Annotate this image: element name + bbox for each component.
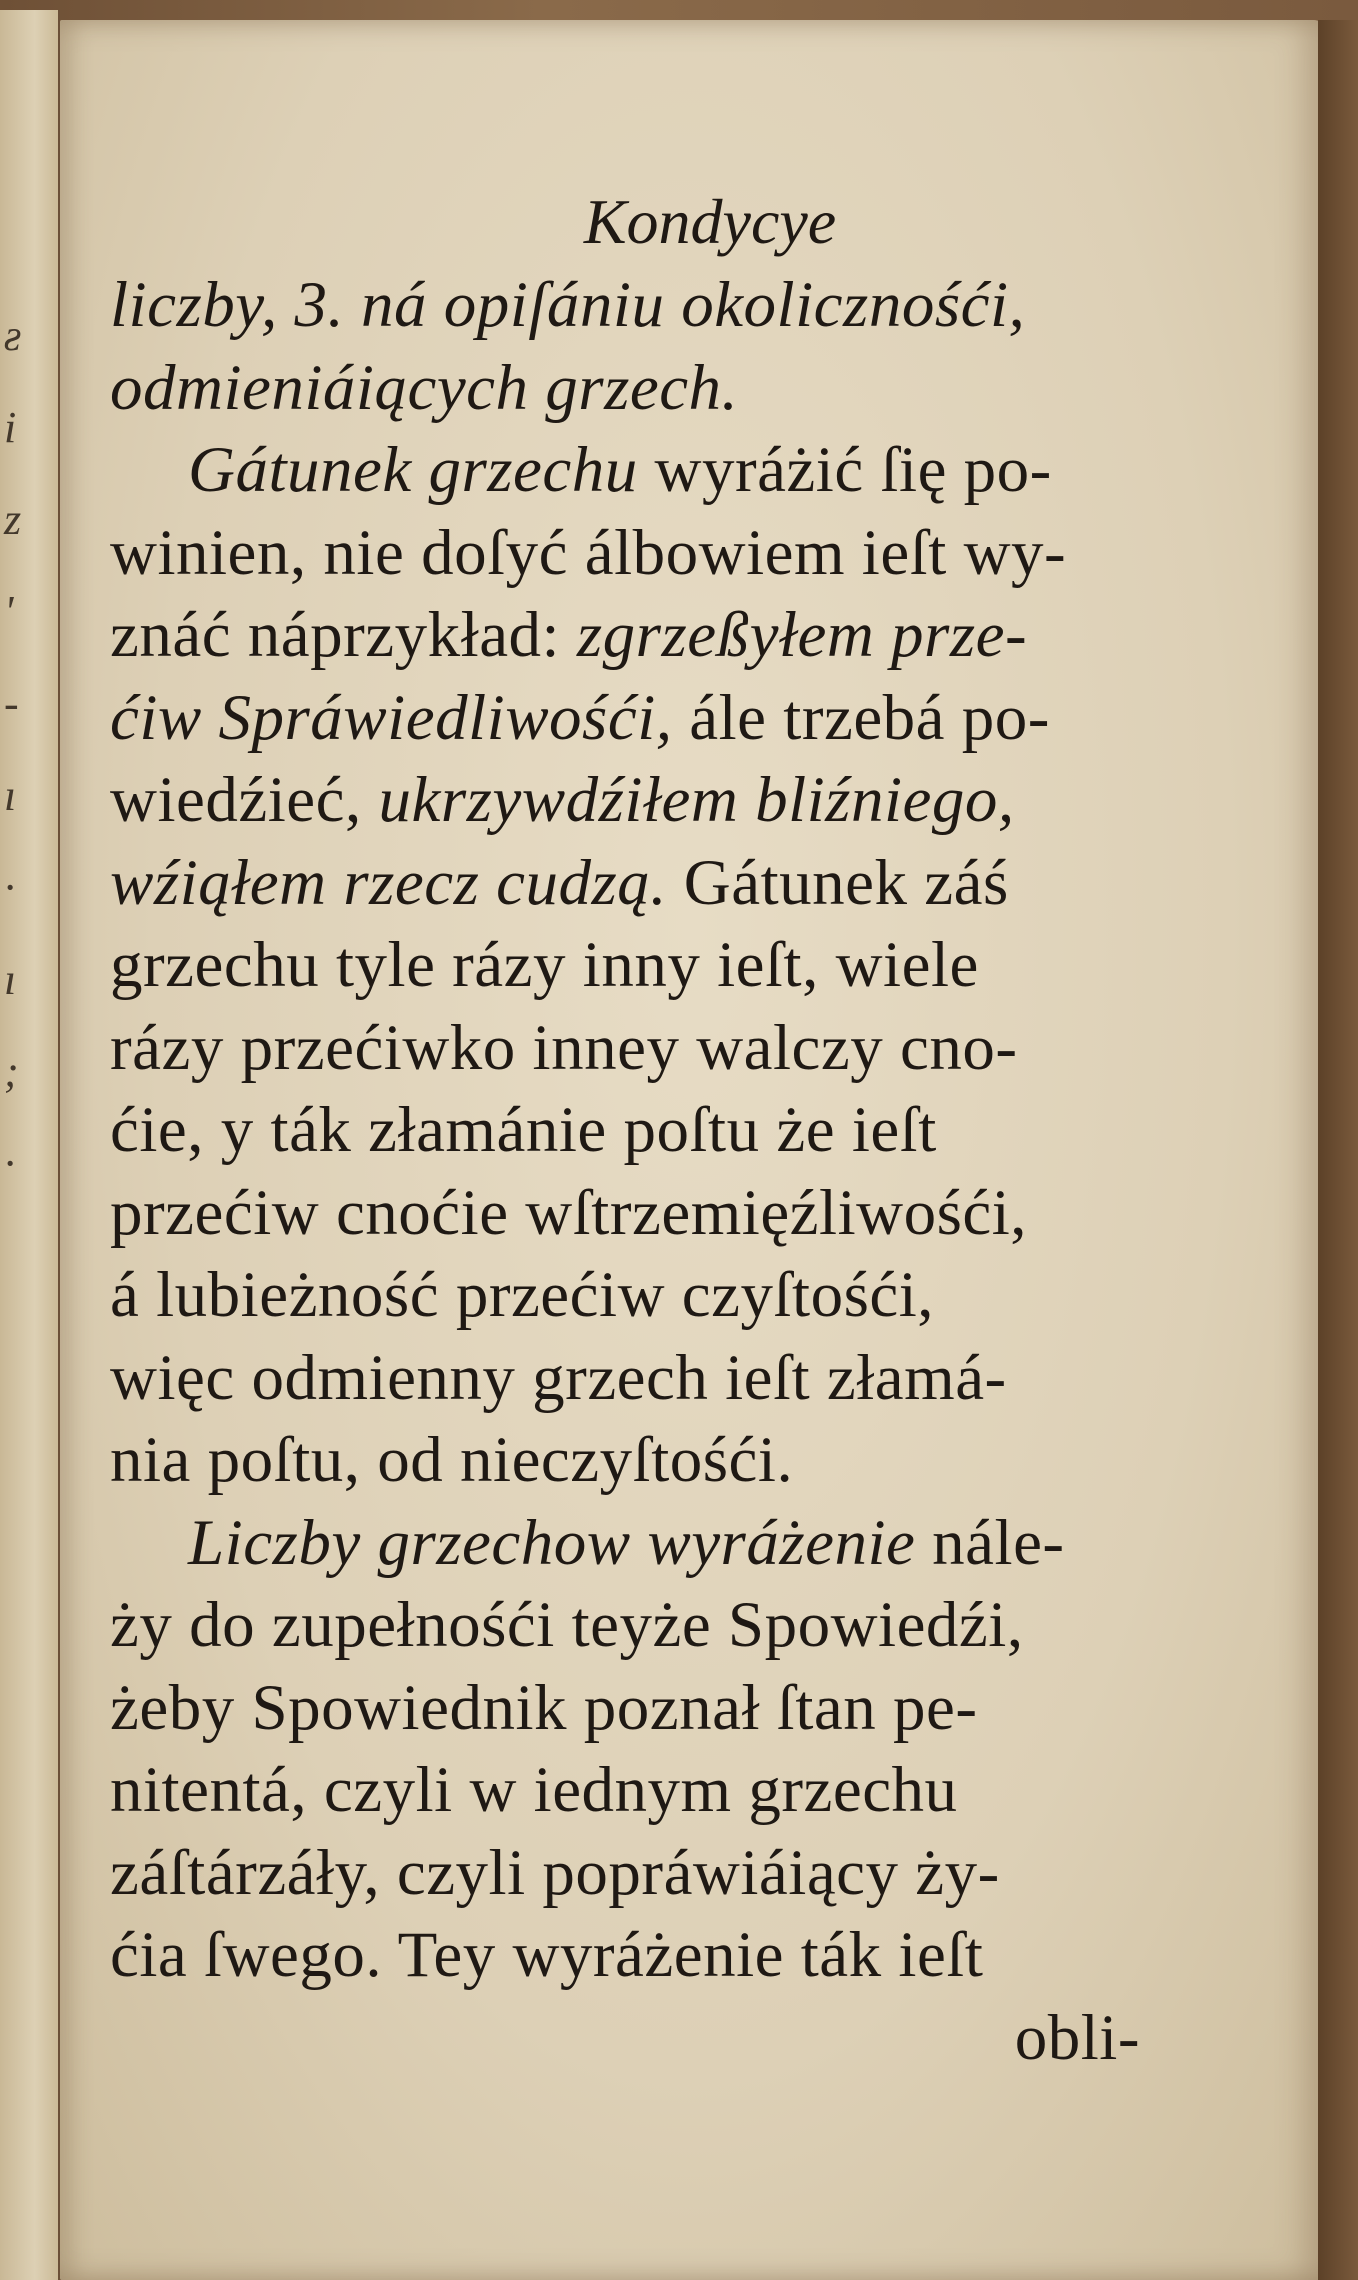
- roman-text: wiedźieć,: [110, 764, 379, 836]
- roman-text: Gátunek záś: [667, 846, 1009, 919]
- italic-text: Liczby grzechow wyráżenie: [188, 1506, 916, 1579]
- text-line: [110, 264, 1250, 347]
- roman-text: znáć náprzykład:: [110, 599, 577, 671]
- text-line: [110, 677, 1250, 760]
- roman-text: grzechu tyle rázy inny ieſt, wiele: [110, 929, 979, 1001]
- italic-text: ćiw Spráwiedliwośći,: [110, 681, 673, 754]
- margin-glyph: i: [4, 403, 17, 452]
- margin-glyph: -: [4, 679, 19, 728]
- italic-text: ukrzywdźiłem bliźniego,: [378, 764, 1015, 836]
- roman-text: nitentá, czyli w iednym grzechu: [110, 1754, 958, 1826]
- text-line: [110, 1007, 1250, 1090]
- text-line: [110, 1419, 1250, 1502]
- margin-glyphs: [4, 290, 48, 1210]
- page-text: [110, 180, 1250, 2079]
- text-line: [110, 594, 1250, 677]
- margin-glyph: ı: [4, 771, 17, 820]
- previous-page-strip: [0, 10, 60, 2280]
- text-line: [110, 1667, 1250, 1750]
- running-head: Kondycye: [583, 186, 837, 257]
- italic-text: zgrzeßyłem prze-: [576, 599, 1028, 671]
- roman-text: nále-: [915, 1506, 1065, 1579]
- text-line: [110, 1502, 1250, 1585]
- text-line: [110, 1337, 1250, 1420]
- roman-text: záſtárzáły, czyli popráwiáiący ży-: [110, 1836, 1000, 1909]
- italic-text: liczby, 3. ná opiſániu okolicznośći,: [110, 269, 1026, 341]
- text-line: [110, 512, 1250, 595]
- roman-text: ćia ſwego. Tey wyráżenie ták ieſt: [110, 1919, 984, 1991]
- text-line: [110, 429, 1250, 512]
- italic-text: wźiąłem rzecz cudzą.: [110, 846, 668, 919]
- roman-text: przećiw cnoćie wſtrzemięźliwośći,: [110, 1176, 1028, 1249]
- roman-text: ży do zupełnośći teyże Spowiedźi,: [110, 1589, 1024, 1661]
- margin-glyph: ·: [4, 863, 15, 912]
- roman-text: więc odmienny grzech ieſt złamá-: [110, 1341, 1007, 1414]
- text-line: [110, 1089, 1250, 1172]
- margin-glyph: ;: [4, 1047, 19, 1096]
- roman-text: wyráżić ſię po-: [637, 434, 1052, 506]
- roman-text: winien, nie doſyć álbowiem ieſt wy-: [110, 516, 1067, 589]
- catchword: obli-: [1014, 2001, 1140, 2074]
- text-line: [110, 347, 1250, 430]
- text-line: [110, 842, 1250, 925]
- margin-glyph: ·: [4, 1139, 15, 1188]
- roman-text: rázy przećiwko inney walczy cno-: [110, 1011, 1018, 1084]
- text-line: [110, 1914, 1250, 1997]
- roman-text: ále trzebá po-: [672, 681, 1050, 754]
- margin-glyph: ƨ: [4, 311, 22, 360]
- italic-text: odmieniáiących grzech.: [110, 351, 739, 424]
- text-line: [110, 1584, 1250, 1667]
- page-edge: [1318, 20, 1358, 2280]
- margin-glyph: ı: [4, 955, 17, 1004]
- text-line: [110, 759, 1250, 842]
- margin-glyph: z: [4, 495, 22, 544]
- margin-glyph: ʹ: [4, 587, 14, 636]
- roman-text: nia poſtu, od nieczyſtośći.: [110, 1424, 794, 1496]
- italic-text: Gátunek grzechu: [188, 434, 638, 506]
- text-line: [110, 1749, 1250, 1832]
- roman-text: żeby Spowiednik poznał ſtan pe-: [110, 1671, 978, 1744]
- roman-text: ćie, y ták złamánie poſtu że ieſt: [110, 1094, 937, 1166]
- text-line: [110, 1254, 1250, 1337]
- body-text: [110, 264, 1250, 1997]
- text-line: [110, 1832, 1250, 1915]
- roman-text: á lubieżność przećiw czyſtośći,: [110, 1259, 935, 1331]
- text-line: [110, 924, 1250, 1007]
- text-line: [110, 1172, 1250, 1255]
